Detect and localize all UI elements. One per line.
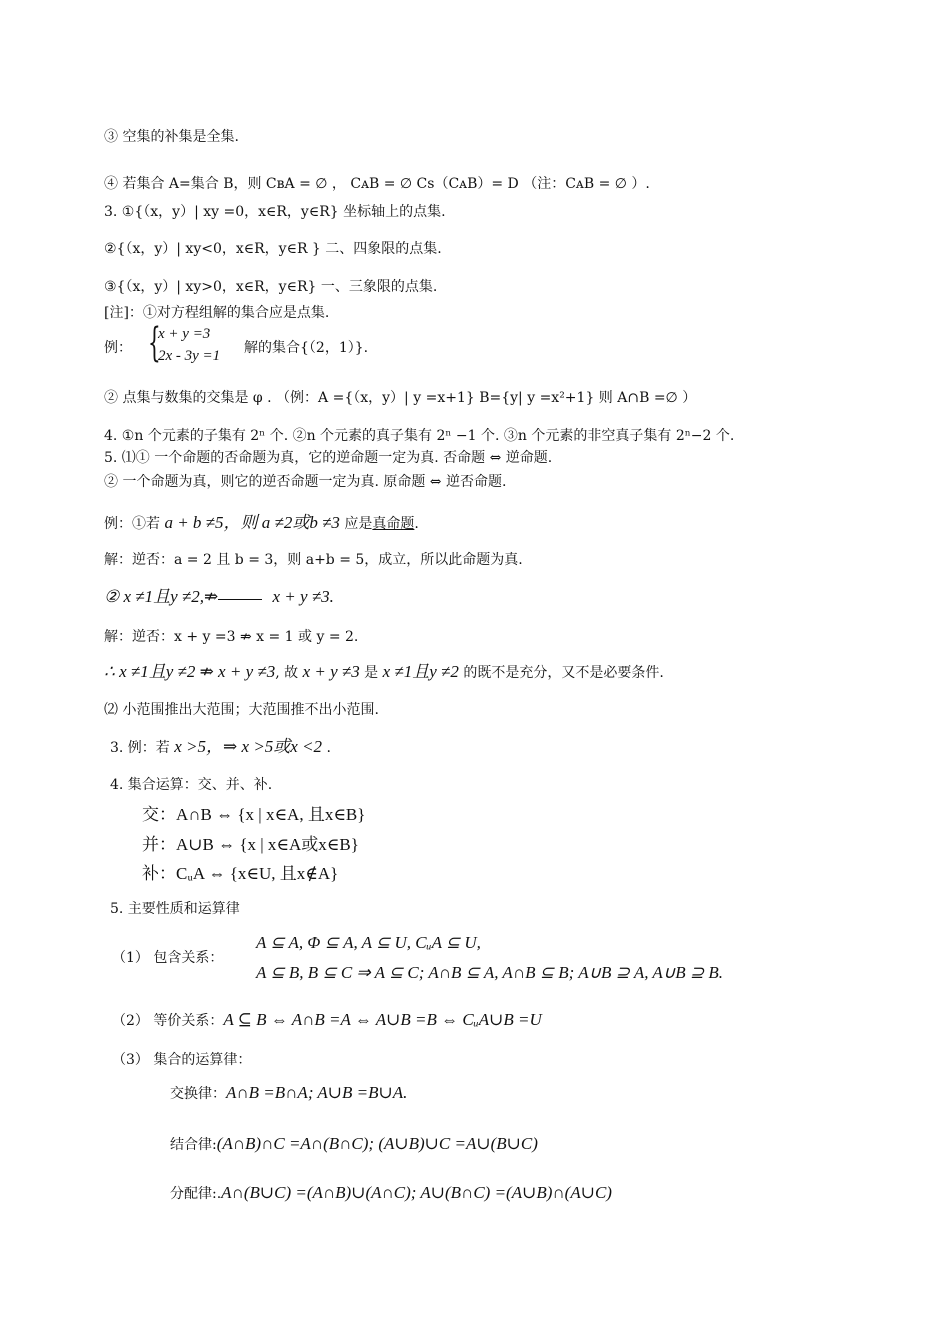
- therefore-math-3: x ≠1且y ≠2: [382, 662, 459, 681]
- line-set-equality: ④ 若集合 A=集合 B，则 CʙA = ∅ ， CᴀB = ∅ Cs（CᴀB）= D （注：CᴀB = ∅ ）.: [104, 176, 650, 192]
- not-implies-arrow: ⇏: [204, 587, 219, 606]
- range-math: x >5，⇒ x >5或x <2: [174, 737, 323, 756]
- equivalence-label: （2） 等价关系：: [112, 1013, 224, 1029]
- line-example-range: [110, 737, 331, 758]
- equation-list: [158, 323, 220, 367]
- solution-set-text: 解的集合{（2，1）}.: [244, 340, 369, 356]
- line-example-true-proposition: [104, 513, 419, 534]
- therefore-text-b: 是: [359, 665, 383, 681]
- associative-math: (A∩B)∩C =A∩(B∩C); (A∪B)∪C =A∪(B∪C): [216, 1134, 538, 1153]
- equation-1: x + y =3: [158, 326, 211, 342]
- true-proposition-text: 真命题: [372, 516, 415, 532]
- commutative-math: A∩B =B∩A; A∪B =B∪A.: [226, 1083, 408, 1102]
- line-quadrant-24: ②{（x，y）| xy<0，x∈R，y∈R } 二、四象限的点集.: [104, 241, 442, 257]
- line-contrapositive: ② 一个命题为真，则它的逆否命题一定为真. 原命题 ⇔ 逆否命题.: [104, 474, 507, 490]
- line-distributive: [170, 1183, 612, 1204]
- therefore-text-c: 的既不是充分，又不是必要条件.: [458, 665, 664, 681]
- inclusion-label: （1） 包含关系：: [112, 950, 224, 966]
- line-commutative: [170, 1083, 407, 1104]
- example-prefix: 例：①若: [104, 516, 165, 532]
- example-math: a + b ≠5，则 a ≠2或b ≠3: [164, 513, 340, 532]
- example-end: .: [414, 516, 419, 532]
- line-solution-contrapositive: 解：逆否：a = 2 且 b = 3，则 a+b = 5，成立，所以此命题为真.: [104, 552, 523, 568]
- line-axis-point-set: 3. ①{（x，y）| xy =0，x∈R，y∈R} 坐标轴上的点集.: [104, 204, 446, 220]
- distributive-label: 分配律:.: [170, 1186, 222, 1202]
- line-equivalence: [112, 1010, 542, 1031]
- equation-2: 2x - 3y =1: [158, 348, 221, 364]
- therefore-math-2: x + y ≠3: [302, 662, 360, 681]
- blank-line: [218, 599, 262, 600]
- therefore-text-a: , 故: [275, 665, 303, 681]
- line-complement-def: 补：CᵤA ⇔ {x∈U, 且x∉A}: [142, 864, 339, 883]
- inclusion-line-2: A ⊆ B, B ⊆ C ⇒ A ⊆ C; A∩B ⊆ A, A∩B ⊆ B; A∪B ⊇ A, A∪B ⊇ B.: [256, 963, 724, 982]
- example-label: 例：: [104, 340, 132, 356]
- equivalence-math: A ⊆ B ⇔ A∩B =A ⇔ A∪B =B ⇔ CᵤA∪B =U: [223, 1010, 542, 1029]
- line-solution-not-implies: 解：逆否：x + y =3 ⇏ x = 1 或 y = 2.: [104, 629, 359, 645]
- line-intersection-def: 交：A∩B ⇔ {x | x∈A, 且x∈B}: [142, 805, 366, 824]
- line-inverse-proposition: 5. ⑴① 一个命题的否命题为真，它的逆命题一定为真. 否命题 ⇔ 逆命题.: [104, 450, 553, 466]
- line-empty-set-complement: ③ 空集的补集是全集.: [104, 129, 239, 145]
- example-mid: 应是: [339, 516, 373, 532]
- inclusion-line-1: A ⊆ A, Φ ⊆ A, A ⊆ U, CᵤA ⊆ U,: [256, 933, 481, 952]
- line-associative: [170, 1134, 538, 1155]
- line-properties-title: 5. 主要性质和运算律: [110, 901, 240, 917]
- left-brace: {: [148, 320, 161, 366]
- distributive-math: A∩(B∪C) =(A∩B)∪(A∩C); A∪(B∩C) =(A∪B)∩(A∪C): [221, 1183, 612, 1202]
- conclusion-math: x + y ≠3.: [268, 587, 334, 606]
- range-prefix: 3. 例：若: [110, 740, 175, 756]
- condition-math: ② x ≠1且y ≠2,: [104, 587, 204, 606]
- line-operation-laws-title: （3） 集合的运算律：: [112, 1052, 252, 1068]
- commutative-label: 交换律：: [170, 1086, 226, 1102]
- line-note-point-set: [注]：①对方程组解的集合应是点集.: [104, 305, 330, 321]
- therefore-math: ∴ x ≠1且y ≠2 ⇏ x + y ≠3: [104, 662, 276, 681]
- associative-label: 结合律:: [170, 1137, 217, 1153]
- line-point-number-intersection: ② 点集与数集的交集是 φ . （例：A ={（x，y）| y =x+1} B={y| y =x²+1} 则 A∩B =∅ ）: [104, 390, 697, 406]
- line-neither-sufficient: [104, 662, 664, 683]
- line-subset-count: 4. ①n 个元素的子集有 2ⁿ 个. ②n 个元素的真子集有 2ⁿ −1 个. ③n 个元素的非空真子集有 2ⁿ−2 个.: [104, 428, 735, 444]
- line-union-def: 并：A∪B ⇔ {x | x∈A或x∈B}: [142, 835, 359, 854]
- line-range-rule: ⑵ 小范围推出大范围；大范围推不出小范围.: [104, 702, 379, 718]
- line-quadrant-13: ③{（x，y）| xy>0，x∈R，y∈R} 一、三象限的点集.: [104, 279, 438, 295]
- line-example-not-implies: [104, 587, 334, 608]
- inclusion-relations: [256, 928, 723, 988]
- range-end: .: [322, 740, 331, 756]
- line-set-operations: 4. 集合运算：交、并、补.: [110, 777, 273, 793]
